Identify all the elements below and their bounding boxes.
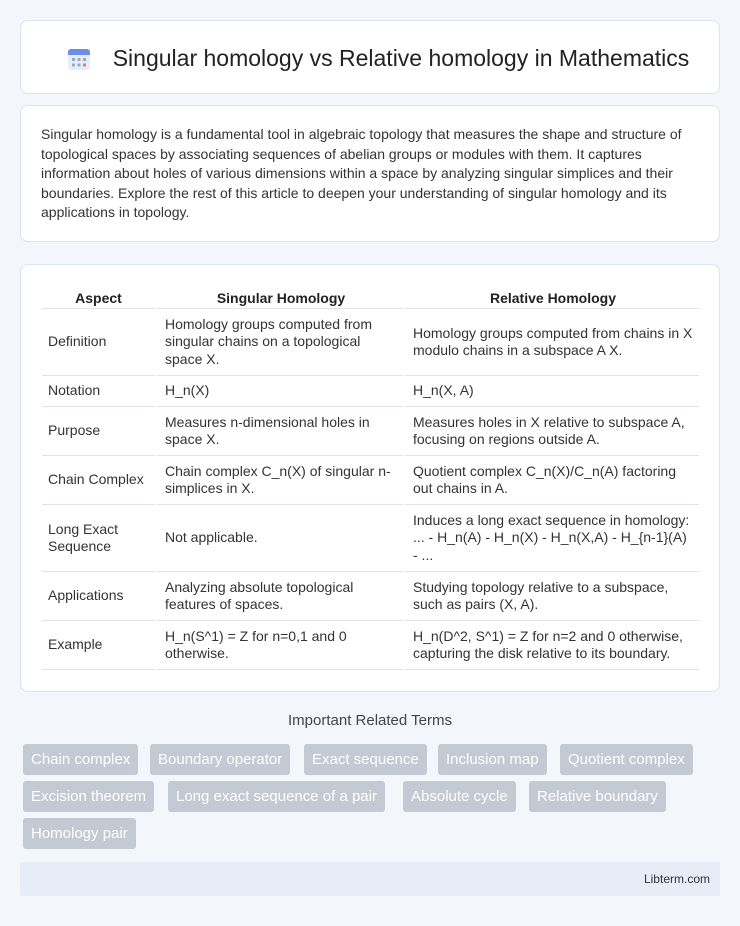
page-title: Singular homology vs Relative homology in Mathematics — [112, 45, 690, 71]
table-row — [42, 309, 699, 376]
header-card — [20, 20, 720, 94]
table-header-row — [42, 285, 699, 309]
table-cell-aspect: Chain Complex — [42, 456, 155, 505]
table-cell-singular: Measures n-dimensional holes in space X. — [155, 407, 403, 456]
table-cell-singular: Homology groups computed from singular chains on a topological space X. — [155, 309, 403, 376]
table-row — [42, 376, 699, 407]
tag-excision-theorem[interactable]: Excision theorem — [23, 781, 154, 812]
table-row — [42, 572, 699, 621]
table-cell-singular: Not applicable. — [155, 505, 403, 572]
table-cell-aspect: Definition — [42, 309, 155, 376]
table-cell-singular: H_n(S^1) = Z for n=0,1 and 0 otherwise. — [155, 621, 403, 670]
table-header-cell: Aspect — [42, 285, 155, 309]
related-terms-title: Important Related Terms — [288, 712, 452, 729]
table-cell-singular: H_n(X) — [155, 376, 403, 407]
tag-homology-pair[interactable]: Homology pair — [23, 818, 136, 849]
tag-quotient-complex[interactable]: Quotient complex — [560, 744, 693, 775]
footer — [20, 862, 720, 896]
table-cell-relative: Measures holes in X relative to subspace A, focusing on regions outside A. — [403, 407, 699, 456]
comparison-card — [20, 264, 720, 692]
table-cell-aspect: Example — [42, 621, 155, 670]
table-cell-relative: Quotient complex C_n(X)/C_n(A) factoring out chains in A. — [403, 456, 699, 505]
table-row — [42, 456, 699, 505]
tag-boundary-operator[interactable]: Boundary operator — [150, 744, 290, 775]
table-cell-relative: Induces a long exact sequence in homology: ... - H_n(A) - H_n(X) - H_n(X,A) - H_{n-1}(A) - ... — [403, 505, 699, 572]
intro-card — [20, 105, 720, 242]
table-cell-singular: Chain complex C_n(X) of singular n-simplices in X. — [155, 456, 403, 505]
intro-text: Singular homology is a fundamental tool in algebraic topology that measures the shape and structure of topological spaces by associating sequences of abelian groups or modules with them. It captures information about holes of various dimensions within a space by analyzing singular simplices and their boundaries. Explore the rest of this article to deepen your understanding of singular homology and its applications in topology. — [41, 126, 682, 221]
table-row — [42, 505, 699, 572]
tag-long-exact-sequence-pair[interactable]: Long exact sequence of a pair — [168, 781, 385, 812]
tag-absolute-cycle[interactable]: Absolute cycle — [403, 781, 516, 812]
table-row — [42, 621, 699, 670]
table-cell-relative: H_n(X, A) — [403, 376, 699, 407]
table-cell-relative: H_n(D^2, S^1) = Z for n=2 and 0 otherwise, capturing the disk relative to its boundary. — [403, 621, 699, 670]
tag-inclusion-map[interactable]: Inclusion map — [438, 744, 547, 775]
footer-site-link[interactable]: Libterm.com — [643, 872, 710, 886]
table-cell-aspect: Notation — [42, 376, 155, 407]
table-cell-aspect: Applications — [42, 572, 155, 621]
tag-relative-boundary[interactable]: Relative boundary — [529, 781, 666, 812]
comparison-table — [42, 285, 699, 670]
tag-exact-sequence[interactable]: Exact sequence — [304, 744, 427, 775]
table-row — [42, 407, 699, 456]
table-cell-singular: Analyzing absolute topological features of spaces. — [155, 572, 403, 621]
tag-chain-complex[interactable]: Chain complex — [23, 744, 138, 775]
table-cell-relative: Studying topology relative to a subspace, such as pairs (X, A). — [403, 572, 699, 621]
table-header-cell: Relative Homology — [403, 285, 699, 309]
table-header-cell: Singular Homology — [155, 285, 403, 309]
table-cell-relative: Homology groups computed from chains in X modulo chains in a subspace A X. — [403, 309, 699, 376]
calendar-icon — [66, 46, 92, 72]
table-cell-aspect: Purpose — [42, 407, 155, 456]
table-cell-aspect: Long Exact Sequence — [42, 505, 155, 572]
